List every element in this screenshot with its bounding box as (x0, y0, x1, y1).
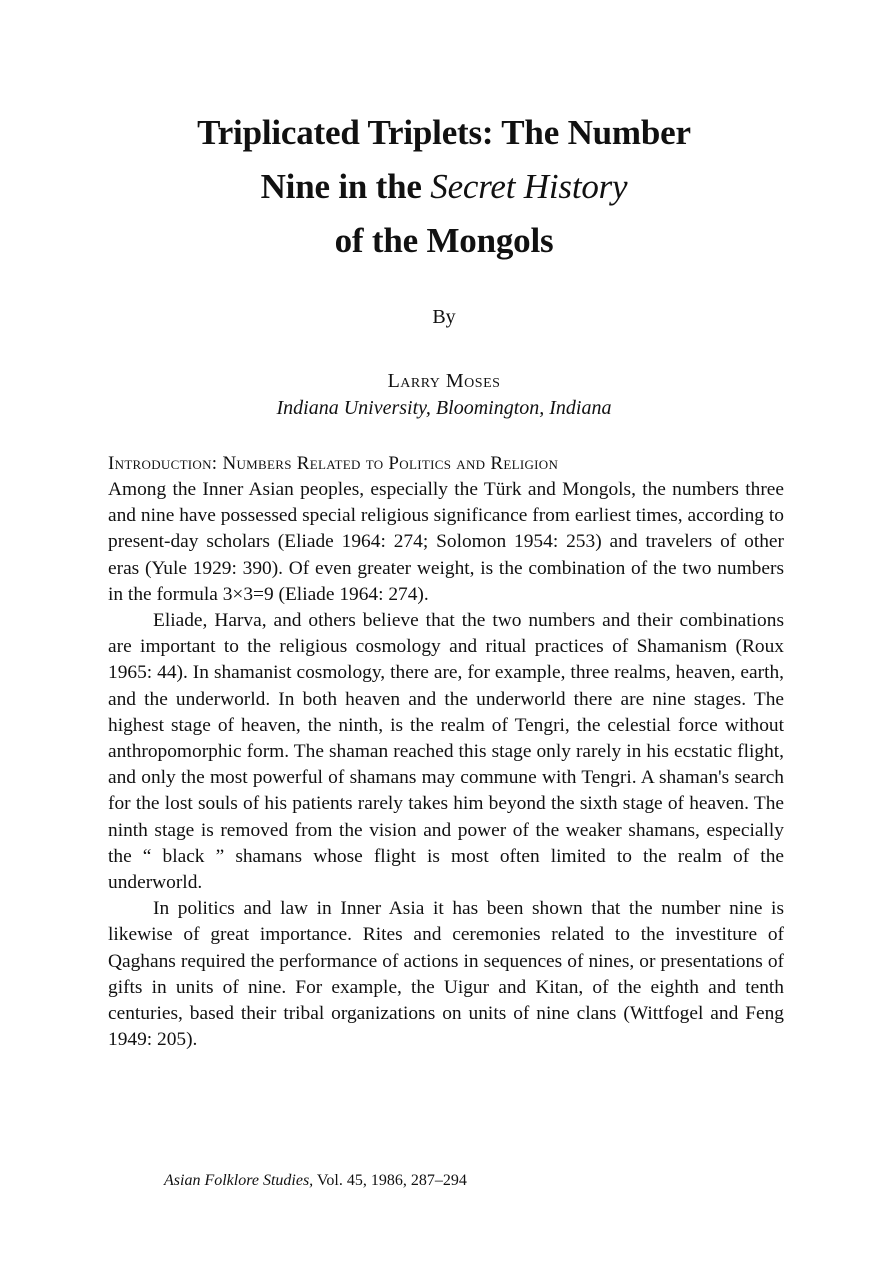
journal-footer (164, 1172, 467, 1190)
title-line-3: of the Mongols (334, 221, 554, 260)
title-italic-text: Secret History (430, 167, 628, 206)
author-name: Larry Moses (387, 370, 501, 392)
title-line-1: Triplicated Triplets: The Number (197, 113, 691, 152)
section-heading: Introduction: Numbers Related to Politics and Religion (108, 453, 559, 474)
paper-title (0, 106, 888, 268)
author-affiliation: Indiana University, Bloomington, Indiana (276, 397, 612, 419)
journal-name: Asian Folklore Studies, (164, 1172, 314, 1189)
paragraph-2: Eliade, Harva, and others believe that the two numbers and their combinations are important to the religious cosmology and ritual practices of Shamanism (Roux 1965: 44). In shamanist cosmology, there are, for example, three realms, heaven, earth, and the underworld. In both heaven and the underworld there are nine stages. The highest stage of heaven, the ninth, is the realm of Tengri, the celestial force without anthropomorphic form. The shaman reached this stage only rarely in his ecstatic flight, and only the most powerful of shamans may commune with Tengri. A shaman's search for the lost souls of his patients rarely takes him beyond the sixth stage of heaven. The ninth stage is removed from the vision and power of the weaker shamans, especially the “ black ” shamans whose flight is most often limited to the realm of the underworld. (108, 610, 784, 894)
journal-citation: Vol. 45, 1986, 287–294 (313, 1172, 467, 1189)
paragraph-1: Among the Inner Asian peoples, especially the Türk and Mongols, the numbers three and nine have possessed special religious significance from earliest times, according to present-day scholars (Eliade 1964: 274; Solomon 1954: 253) and travelers of other eras (Yule 1929: 390). Of even greater weight, is the combination of the two numbers in the formula 3×3=9 (Eliade 1964: 274). (108, 479, 784, 605)
byline: By (432, 306, 456, 328)
paragraph-3: In politics and law in Inner Asia it has been shown that the number nine is likewise of great importance. Rites and ceremonies related to the investiture of Qaghans required the performance of actions in sequences of nines, or presentations of gifts in units of nine. For example, the Uigur and Kitan, of the eighth and tenth centuries, based their tribal organizations on units of nine clans (Wittfogel and Feng 1949: 205). (108, 898, 784, 1051)
title-line-2-text: Nine in the (260, 167, 431, 206)
body-text (108, 477, 784, 1053)
title-line-2 (0, 160, 888, 214)
